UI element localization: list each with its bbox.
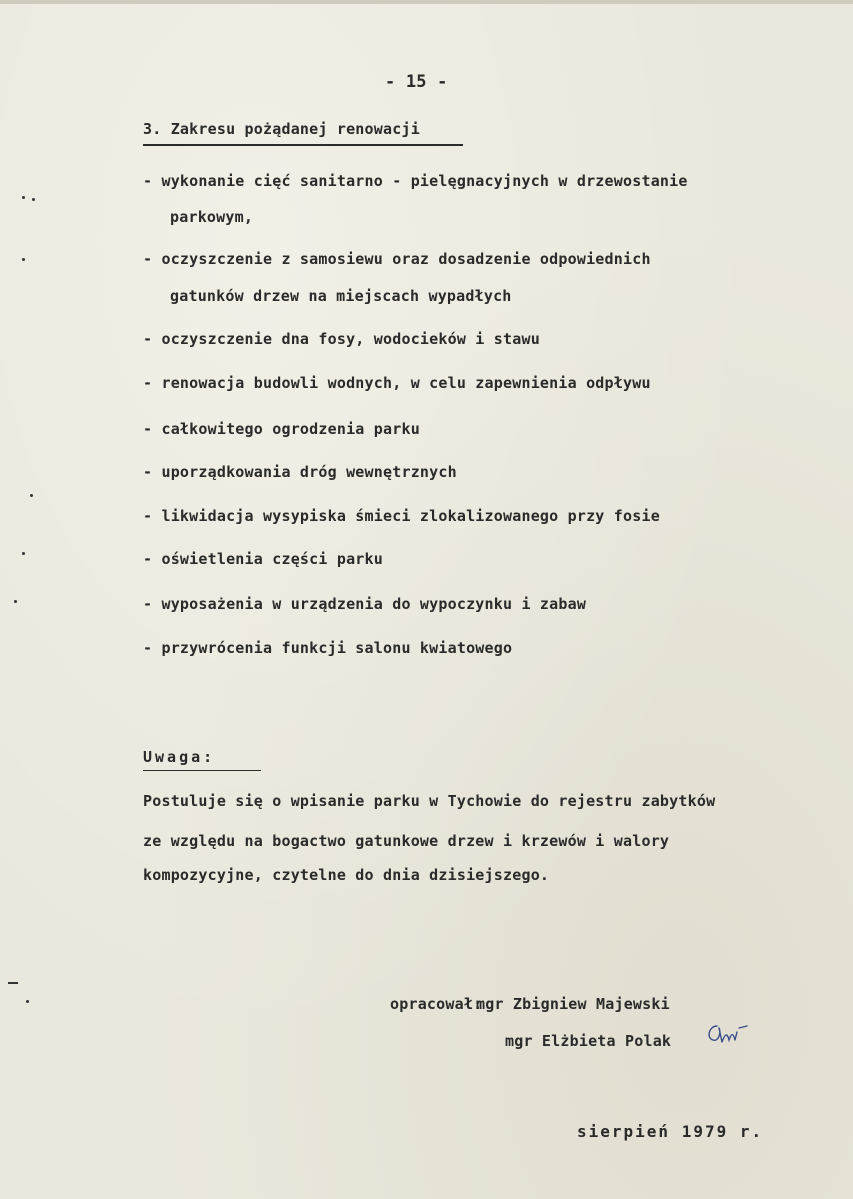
prepared-by-label: opracował: [390, 995, 483, 1013]
list-item-continuation: gatunków drzew na miejscach wypadłych [170, 287, 512, 305]
margin-mark [32, 198, 35, 201]
page-number: - 15 - [385, 72, 448, 92]
list-item: - wykonanie cięć sanitarno - pielęgnacyjnych w drzewostanie [143, 172, 688, 190]
list-item: - uporządkowania dróg wewnętrznych [143, 463, 457, 481]
margin-mark [22, 258, 25, 261]
handwritten-signature [703, 1020, 751, 1048]
list-item: - likwidacja wysypiska śmieci zlokalizowanego przy fosie [143, 507, 660, 525]
margin-mark [26, 1000, 29, 1003]
section-heading: 3. Zakresu pożądanej renowacji [143, 120, 420, 138]
author-name: mgr Zbigniew Majewski [476, 995, 670, 1013]
note-title-underline [143, 770, 261, 771]
list-item: - oczyszczenie dna fosy, wodocieków i stawu [143, 330, 540, 348]
margin-mark [22, 196, 25, 199]
margin-mark [14, 600, 17, 603]
list-item: - oświetlenia części parku [143, 550, 383, 568]
margin-mark [30, 494, 33, 497]
list-item: - przywrócenia funkcji salonu kwiatowego [143, 639, 513, 657]
list-item: - wyposażenia w urządzenia do wypoczynku i zabaw [143, 595, 587, 613]
document-date: sierpień 1979 r. [577, 1122, 764, 1141]
margin-mark [22, 552, 25, 555]
heading-underline [143, 144, 463, 146]
note-paragraph-line: Postuluje się o wpisanie parku w Tychowie do rejestru zabytków [143, 792, 716, 810]
margin-mark [8, 982, 18, 984]
list-item: - całkowitego ogrodzenia parku [143, 420, 420, 438]
note-title: Uwaga: [143, 748, 216, 766]
note-paragraph-line: kompozycyjne, czytelne do dnia dzisiejszego. [143, 866, 550, 884]
list-item-continuation: parkowym, [170, 208, 254, 226]
list-item: - oczyszczenie z samosiewu oraz dosadzenie odpowiednich [143, 250, 651, 268]
note-paragraph-line: ze względu na bogactwo gatunkowe drzew i krzewów i walory [143, 832, 670, 850]
page-top-edge [0, 0, 853, 4]
author-name: mgr Elżbieta Polak [505, 1032, 672, 1050]
list-item: - renowacja budowli wodnych, w celu zapewnienia odpływu [143, 374, 651, 392]
